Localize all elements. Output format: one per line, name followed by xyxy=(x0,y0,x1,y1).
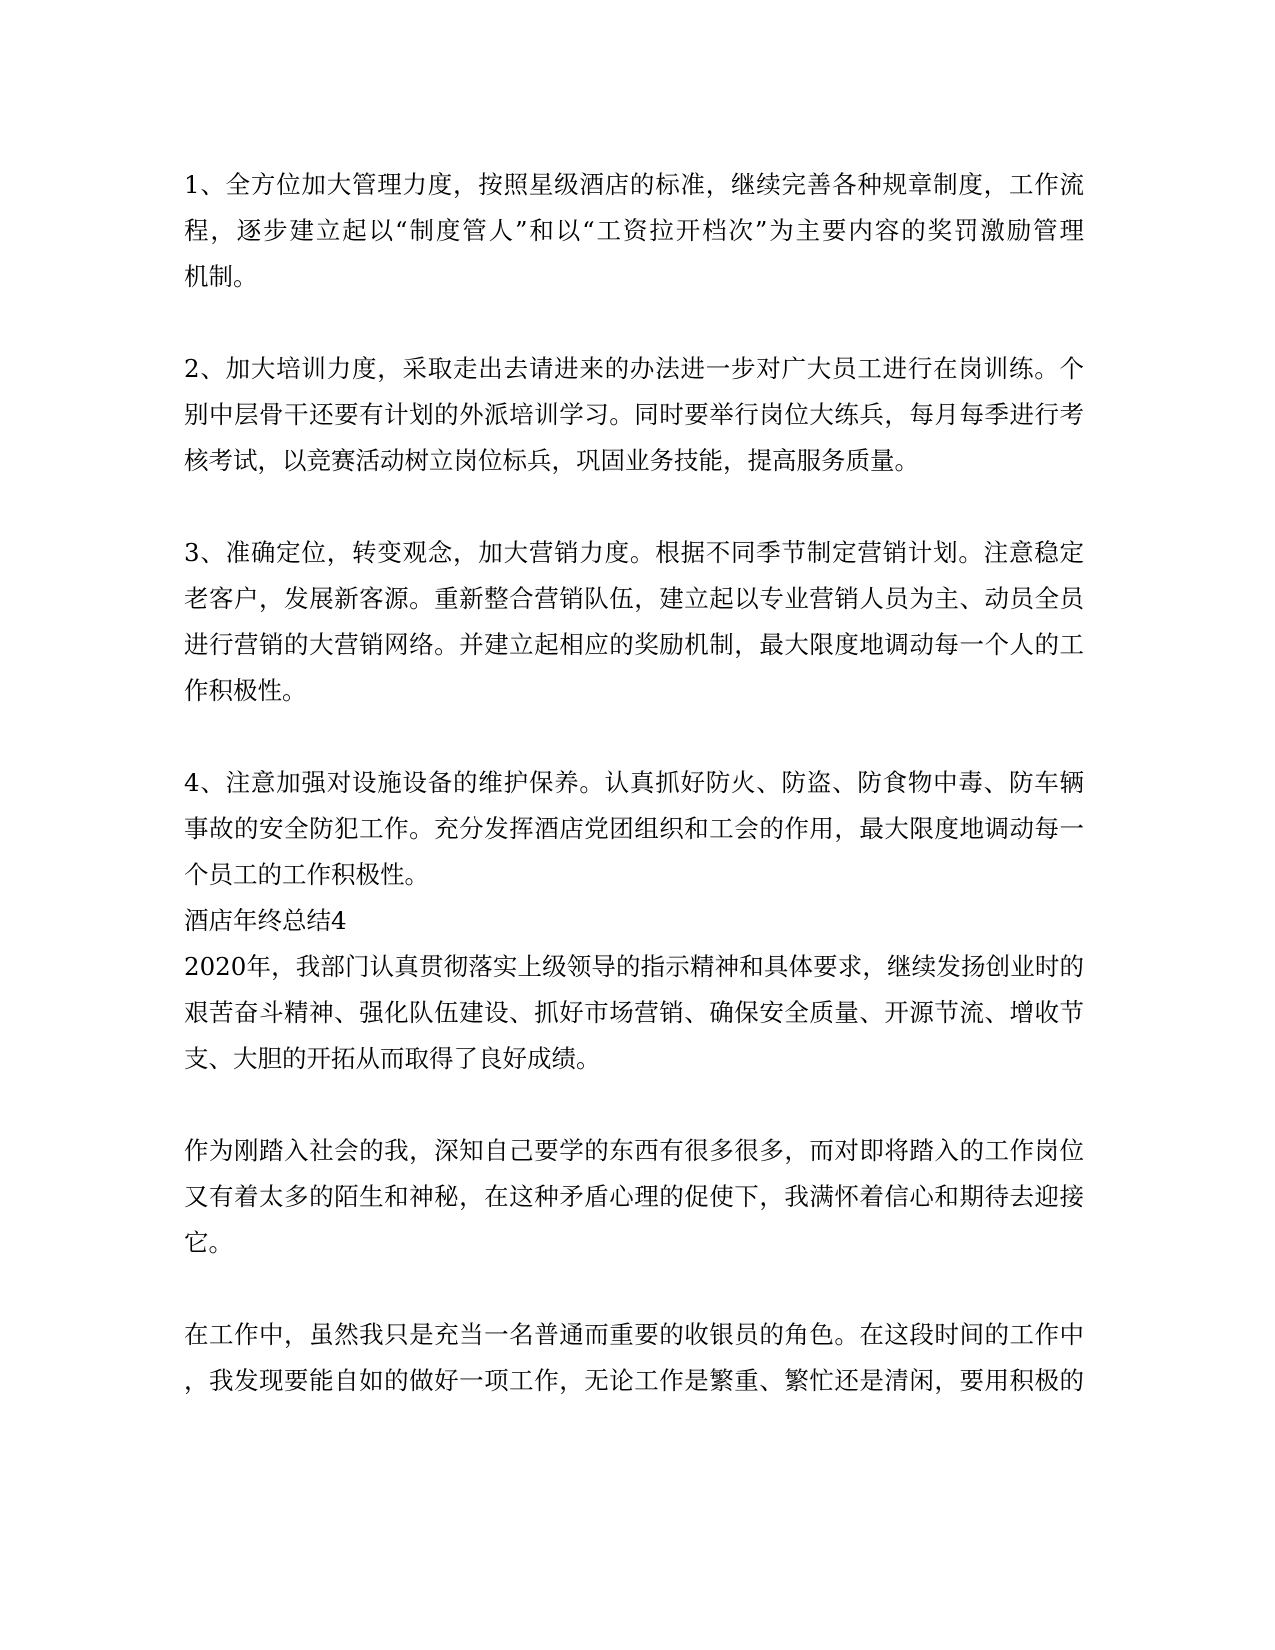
paragraph-5 xyxy=(184,1128,1084,1266)
text-line: 事故的安全防犯工作。充分发挥酒店党团组织和工会的作用，最大限度地调动每一 xyxy=(184,814,1084,843)
paragraph-6 xyxy=(184,1312,1084,1404)
paragraph-gap xyxy=(184,1266,1084,1312)
text-line: 别中层骨干还要有计划的外派培训学习。同时要举行岗位大练兵，每月每季进行考 xyxy=(184,400,1084,429)
text-line: 在工作中，虽然我只是充当一名普通而重要的收银员的角色。在这段时间的工作中 xyxy=(184,1320,1084,1349)
text-line: 它。 xyxy=(184,1228,233,1257)
text-line: 4、注意加强对设施设备的维护保养。认真抓好防火、防盗、防食物中毒、防车辆 xyxy=(184,768,1084,797)
text-line: 核考试，以竞赛活动树立岗位标兵，巩固业务技能，提高服务质量。 xyxy=(184,446,919,475)
paragraph-gap xyxy=(184,484,1084,530)
text-line: 艰苦奋斗精神、强化队伍建设、抓好市场营销、确保安全质量、开源节流、增收节 xyxy=(184,998,1084,1027)
text-line: 2020年，我部门认真贯彻落实上级领导的指示精神和具体要求，继续发扬创业时的 xyxy=(184,952,1084,981)
text-line: 作积极性。 xyxy=(184,676,307,705)
paragraph-gap xyxy=(184,300,1084,346)
text-line: 又有着太多的陌生和神秘，在这种矛盾心理的促使下，我满怀着信心和期待去迎接 xyxy=(184,1182,1084,1211)
text-line: 作为刚踏入社会的我，深知自己要学的东西有很多很多，而对即将踏入的工作岗位 xyxy=(184,1136,1084,1165)
paragraph-2 xyxy=(184,346,1084,484)
paragraph-4 xyxy=(184,760,1084,1082)
paragraph-3 xyxy=(184,530,1084,714)
text-line: 支、大胆的开拓从而取得了良好成绩。 xyxy=(184,1044,601,1073)
paragraph-gap xyxy=(184,1082,1084,1128)
paragraph-1 xyxy=(184,162,1084,300)
text-line: 个员工的工作积极性。 xyxy=(184,860,429,889)
text-line: 3、准确定位，转变观念，加大营销力度。根据不同季节制定营销计划。注意稳定 xyxy=(184,538,1084,567)
section-heading: 酒店年终总结4 xyxy=(184,906,347,935)
text-line: 1、全方位加大管理力度，按照星级酒店的标准，继续完善各种规章制度，工作流 xyxy=(184,170,1084,199)
text-line: 进行营销的大营销网络。并建立起相应的奖励机制，最大限度地调动每一个人的工 xyxy=(184,630,1084,659)
document-body xyxy=(184,162,1084,1404)
text-line: 2、加大培训力度，采取走出去请进来的办法进一步对广大员工进行在岗训练。个 xyxy=(184,354,1084,383)
text-line: 老客户，发展新客源。重新整合营销队伍，建立起以专业营销人员为主、动员全员 xyxy=(184,584,1084,613)
text-line: 机制。 xyxy=(184,262,258,291)
text-line: 程，逐步建立起以“制度管人”和以“工资拉开档次”为主要内容的奖罚激励管理 xyxy=(184,216,1084,245)
text-line: ，我发现要能自如的做好一项工作，无论工作是繁重、繁忙还是清闲，要用积极的 xyxy=(184,1366,1084,1395)
paragraph-gap xyxy=(184,714,1084,760)
